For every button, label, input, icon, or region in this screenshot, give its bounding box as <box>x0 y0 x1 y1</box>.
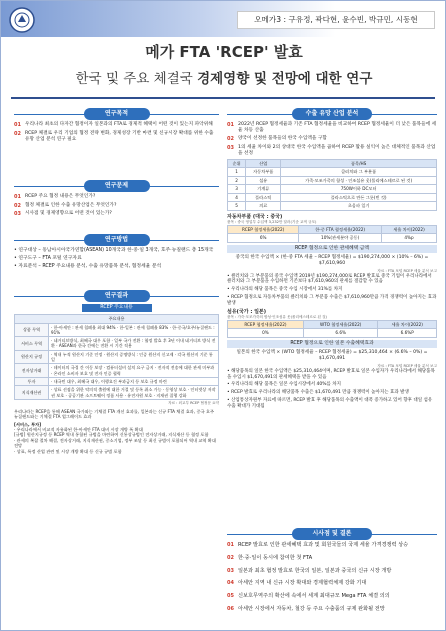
table-note: 자료 : 외교부 RCEP 협정문 요약 <box>168 400 219 405</box>
industry-cell: 기계류 <box>246 185 281 193</box>
benefit2-formula: 일본의 한국 수입액 × (WTO 협정세율 – RCEP 협정세율) = $25,310,464 × (6.6% – 0%) = $1,670,491 <box>236 350 428 362</box>
item-number: 01 <box>227 542 234 548</box>
tariff-header-cell: 세율 차이(2022) <box>378 320 437 328</box>
item-text: 한·중·일이 동시에 참여한 첫 FTA <box>238 554 313 561</box>
row-category: 전자상거래 <box>15 364 49 378</box>
item-number: 04 <box>227 580 234 587</box>
item-text: 2022년 RCEP 협정세율과 기존 FTA 협정세율을 비교하여 RCEP 협정세율이 더 낮은 품목들에 세율 차등 산출 <box>238 122 437 134</box>
table-header-cell: 산업 <box>246 159 281 167</box>
question-item <box>14 211 219 218</box>
benefit1-note: 자료 : FTA 포털 RCEP 세율 분석 보고 <box>377 268 437 273</box>
implications-section <box>227 528 437 619</box>
table-header: 주요내용 <box>15 315 219 323</box>
impl-item: [규범] 원산지규정 등 RCEP 역내 통합된 규범을 마련하여 신통상규범인 전자상거래, 지식재산 등 협정 포함 <box>14 432 209 438</box>
item-text: 아세안 지역 내 신규 시장 확대와 경제협력체제 강화 기대 <box>238 580 367 587</box>
item-text: 양국이 선정한 품목들의 한국 수입액을 구함 <box>238 136 327 142</box>
item-number: 02 <box>14 202 21 209</box>
row-description: · 데이터의 국경 간 이동 보장 · 컴퓨터설비 설치 요구 금지 · 전자적 전송에 대한 관세 미부과 · 온라인 소비자 보호 및 전자 인증 협력 <box>49 364 219 378</box>
row-category: 서비스 무역 <box>15 337 49 351</box>
table-header-cell: 순위 <box>228 159 246 167</box>
item-cell: 플라스틱으로 만든 그릇(빈 것) <box>281 193 437 201</box>
implication-item <box>227 555 437 562</box>
benefit1-formula: 중국의 한국 수입액 × (한-중 FTA 세율 – RCEP 협정세율) = $190,274,000 × (10% – 6%) = $7,610,960 <box>235 254 429 266</box>
item-text: RCEP 체결로 우리 기업의 협정 전략 변화, 경제성장 기반 마련 및 신규시장 확대를 위한 수출 유망 산업 분석 연구 필요 <box>25 130 214 142</box>
item-number: 02 <box>227 554 234 561</box>
case1-note: 품목 : 중국 영업부 수입액 3,232만 달러(기준 교역 규모) <box>227 220 317 225</box>
rank-cell: 4 <box>228 193 246 201</box>
implication-item <box>227 542 437 549</box>
tariff-header-cell: RCEP 협정세율(2022) <box>228 320 304 328</box>
industry-cell: 자동차부품 <box>246 168 281 176</box>
row-description: · 상표 선점을 위한 악의적 출원에 대한 거절 및 등록 취소 가능 · 동영상 보호 · 인터넷상 저작권 보호 · 공공기관 소프트웨어 정품 사용 · 유전자원 보호 · 지재권 집행 강화 <box>49 386 219 400</box>
authors-box: 오메가3 : 구유정, 곽다현, 윤수빈, 박규민, 시동현 <box>237 11 435 29</box>
item-number: 01 <box>14 122 21 128</box>
row-description: · 역내 누적 원산지 기준 인정 · 원산지 증명방식 : 인증 원산지 신고제 · 각국 원산지 기준 통일 <box>49 350 219 364</box>
poster-subtitle: 한국 및 주요 체결국 경제영향 및 전망에 대한 연구 <box>75 71 373 87</box>
table-row <box>228 185 437 193</box>
implication-item <box>227 593 437 600</box>
tariff-value-cell: 6.6% <box>303 329 378 337</box>
questions-section <box>14 180 219 220</box>
item-text: RCEP 발효로 인한 관세혜택 효과 및 회원국들의 국제 세율 가격경쟁력 상승 <box>238 542 409 548</box>
item-text: 아세안 시장에서 자동차, 철강 등 주요 수출품의 규제 완화될 전망 <box>238 605 385 612</box>
row-description: · 한-아세안 : 관세 철폐율 최대 94% · 한-일본 : 관세 철폐율 83% · 한-중국/호주/뉴질랜드 : 91% <box>49 323 219 337</box>
row-description: · 네거티브방식, 최혜국 대우 포함 · 일부 국가 전환 : 협정 발효 후 3년 이내 네거티브 방식 전환 · ASEAN과 한국 간에는 전환 시 기간 적용 <box>49 337 219 351</box>
tariff-header-cell: WTO 협정세율(2022) <box>303 320 378 328</box>
method-item: • 연구도구 – FTA 포털 연구자료 <box>14 256 82 262</box>
industry-cell: 플라스틱 <box>246 193 281 201</box>
method-list <box>14 248 219 271</box>
item-text: RCEP 주요 협정 내용은 무엇인가? <box>25 194 96 199</box>
row-category: 원산지 규정 <box>15 350 49 364</box>
rcep-contents-table <box>14 314 219 400</box>
tariff-value-cell: 6% <box>228 234 299 242</box>
item-number: 02 <box>14 130 21 137</box>
tariff-table-1 <box>227 225 437 243</box>
row-category: 지식재산권 <box>15 386 49 400</box>
item-cell: 클러치와 그 부분품 <box>281 168 437 176</box>
table-row <box>15 350 219 364</box>
item-number: 03 <box>227 144 234 151</box>
item-text: 협정 체결로 인한 수출 유망산업은 무엇인가? <box>25 202 117 208</box>
implication-item <box>227 568 437 575</box>
case2-bullet: • 해당품목의 일본 한국 수입액은 $25,310,464이며, RCEP 발효로 일본 수입자가 우리나라에서 해당품목을 수입시 $1,670,491의 관세혜택을 받을 수 있음 <box>227 368 435 380</box>
table-row <box>15 364 219 378</box>
university-logo-icon <box>9 7 35 33</box>
item-number: 03 <box>227 567 234 574</box>
export-step-item <box>227 145 437 157</box>
method-section <box>14 234 219 273</box>
industry-table <box>227 159 437 211</box>
row-category: 투자 <box>15 378 49 386</box>
impl-item: · 관세의 복잡 절차 해결, 전자상거래, 지식재산권, 중소기업, 정부 조달 등 최신 규범이 포함되어 역내 교역 확대 전망 <box>14 437 216 449</box>
industry-cell: 섬유 <box>246 176 281 184</box>
results-sub-label: RCEP 주요내용 <box>82 304 152 312</box>
case2-note: 품목 : 가죽·모조가죽의 합성·인조섬유 옷(폴리에스테르로 된 것) <box>227 315 327 320</box>
case2-bullet: • 우리나라의 해당 품목은 일본 수입시장에서 40%를 차지 <box>227 382 341 388</box>
case2-label: 섬유(국가 : 일본) <box>227 308 267 315</box>
tariff-value-cell: 4%p <box>382 234 437 242</box>
item-cell: 가죽·모조가죽의 합성 · 인조섬유 옷(폴리에스테르로 된 것) <box>281 176 437 184</box>
rank-cell: 1 <box>228 168 246 176</box>
table-row <box>228 168 437 176</box>
implication-item <box>227 580 437 587</box>
tariff-header-cell: RCEP 협정세율(2022) <box>228 225 299 233</box>
case1-label: 자동차부품 (대국 : 중국) <box>227 213 283 220</box>
export-list <box>227 122 437 157</box>
purpose-list <box>14 122 219 143</box>
item-cell: 750W이하 DC모터 <box>281 185 437 193</box>
poster-title: 메가 FTA 'RCEP' 발효 <box>145 43 303 61</box>
export-step-item <box>227 122 437 134</box>
item-text: 1의 세율 차이와 2의 상대국 한국 수입액을 곱하여 RCEP 활용 실익이 높은 대체적인 품목과 산업을 선정 <box>238 144 436 156</box>
item-number: 01 <box>14 194 21 200</box>
table-row <box>228 176 437 184</box>
rank-cell: 5 <box>228 202 246 210</box>
case1-bullet: • 우리나라의 해당 품목은 중국 수입 시장에서 31%를 차지 <box>227 287 343 293</box>
purpose-section <box>14 108 219 145</box>
table-header-cell: 품목/HS <box>281 159 437 167</box>
case2-bullets <box>227 369 437 410</box>
case1-bullets <box>227 274 437 307</box>
benefit1-head: RCEP 협정으로 인한 관세혜택 금액 <box>227 245 437 253</box>
question-item <box>14 203 219 210</box>
item-number: 01 <box>227 122 234 128</box>
question-item <box>14 194 219 201</box>
implications-list <box>227 542 437 613</box>
implication-item <box>227 606 437 613</box>
item-number: 03 <box>14 211 21 217</box>
tariff-value-cell: 10%(관세분야 공동) <box>299 234 382 242</box>
purpose-item <box>14 122 219 129</box>
table-row <box>228 202 437 210</box>
impl-list <box>14 427 219 454</box>
rank-cell: 3 <box>228 185 246 193</box>
method-item: • 자료분석 – RCEP 주요내용 분석, 수출 유망품목 분석, 협정세율 분석 <box>14 264 162 270</box>
tariff-header-cell: 세율 차이(2022) <box>382 225 437 233</box>
item-number: 02 <box>227 136 234 143</box>
case2-bullet: • 산업통상자원부 자료에 따르면, RCEP 발효 후 해당품목의 수출액이 대폭 증가하고 있어 향후 대일 섬유 수출 확대가 기대됨 <box>227 398 433 409</box>
case1-bullet: • 클러치와 그 부분품의 중국 수입액 2019년 $190,274,000로 RCEP 발효로 중국 기업이 우리나라에서 클러치와 그 부분품을 수입하면 기존보다 $7,610,960의 관세를 절감할 수 있음 <box>227 273 432 285</box>
benefit2-head: RCEP 협정으로 인한 일본 수출혜택효과 <box>227 340 437 348</box>
row-category: 상품 무역 <box>15 323 49 337</box>
row-description: · 내국민 대우, 최혜국 대우, 이행요건 부과금지 등 보호 규정 마련 <box>49 378 219 386</box>
impl-title: [서비스, 투자] <box>14 421 42 427</box>
tariff-table-2 <box>227 320 437 338</box>
item-text: 신보호무역주의 확산에 속에서 세계 최대규모 Mega FTA 체결 의의 <box>238 593 390 599</box>
item-text: 일본과 최초 협정 발효로 한국의 일본, 일본과 중국의 신규 시장 개방 <box>238 567 392 574</box>
case1-bullet: • RCEP 협정으로 자동차부품의 클러치와 그 부분품 수출은 $7,610,960만큼 가격 경쟁력이 높아지는 효과 발생 <box>227 295 437 306</box>
table-row <box>228 193 437 201</box>
industry-cell: 의료 <box>246 202 281 210</box>
tariff-value-cell: 6.6%P <box>378 329 437 337</box>
method-item: • 연구대상 – 동남아시아국가연합(ASEAN) 10개국과 한·중·일 3개국, 호주·뉴질랜드 총 15개국 <box>14 248 214 253</box>
impl-item: · 상표, 특정 산업 관련 및 시장 개방 확대 등 신규 규범 포함 <box>14 448 122 454</box>
impl-paragraph: 우리나라는 RCEP을 통해 ASEAN 국가와는 기체결 FTA 개선 효과를, 일본과는 신규 FTA 체결 효과, 중국 호주 뉴질랜드와는 기체결 FTA 업그레이드 효과 <box>14 408 214 420</box>
results-section <box>14 290 219 454</box>
questions-list <box>14 194 219 218</box>
table-row <box>15 337 219 351</box>
tariff-value-cell: 0% <box>228 329 304 337</box>
table-row <box>15 323 219 337</box>
item-text: 우리나라 최초의 다자간 협정이자 일본과의 FTA로 경제적 혜택이 어떤 것이 있는지 파악위해 <box>25 122 213 127</box>
case2-bullet: • RCEP 발효로 우리나라의 해당품목 수출은 $1,670,491 만큼 경쟁력이 높아지는 효과 발생 <box>227 390 409 396</box>
item-cell: 초음파 일기 <box>281 202 437 210</box>
export-step-item <box>227 136 437 143</box>
item-number: 05 <box>227 593 234 599</box>
impl-item: · 우리나라에서 비교적 자유화된 한-아세안 FTA 대비 시장 개방 폭 확대 <box>14 427 143 433</box>
purpose-item <box>14 131 219 143</box>
item-text: 시사점 및 경제영향으로 어떤 것이 있는가? <box>25 211 112 216</box>
table-row <box>15 386 219 400</box>
benefit2-note: 자료 : FTA 포털 RCEP 세율 분석 보고 <box>377 364 437 369</box>
tariff-header-cell: 한-중 FTA 협정세율(2022) <box>299 225 382 233</box>
rank-cell: 2 <box>228 176 246 184</box>
table-row <box>15 378 219 386</box>
item-number: 06 <box>227 605 234 612</box>
export-section <box>227 108 437 412</box>
title-divider <box>11 97 435 99</box>
